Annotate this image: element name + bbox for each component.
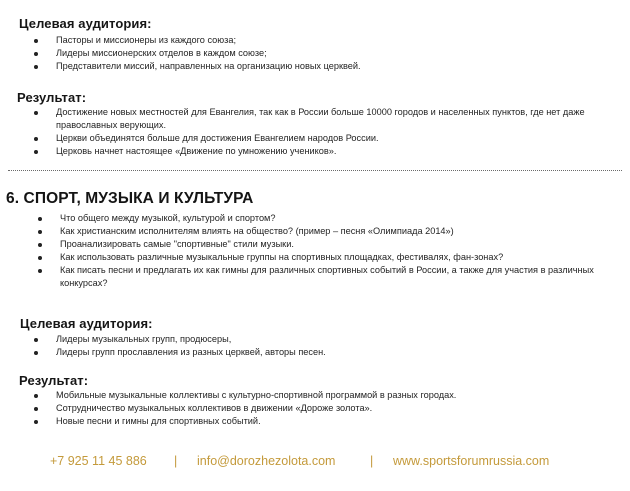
list-item-text: Что общего между музыкой, культурой и спортом? <box>60 213 276 223</box>
audience-list-1 <box>30 34 610 73</box>
bullet-icon <box>38 256 42 260</box>
list-item-text: Как писать песни и предлагать их как гимны для различных спортивных событий в России, а также для участия в различных конкурсах? <box>60 265 594 289</box>
dotted-divider <box>8 170 622 171</box>
phone-number: +7 925 11 45 886 <box>50 454 147 468</box>
result-list-1 <box>30 106 615 158</box>
list-item-text: Как христианским исполнителям влиять на общество? (пример – песня «Олимпиада 2014») <box>60 226 454 237</box>
list-item <box>34 264 614 290</box>
bullet-icon <box>34 420 38 424</box>
bullet-icon <box>34 111 38 115</box>
footer-separator: | <box>174 454 178 468</box>
list-item-text: Церкви объединятся больше для достижения Евангелием народов России. <box>56 133 379 144</box>
result-heading-2: Результат: <box>19 373 89 388</box>
result-list-2 <box>30 389 610 428</box>
list-item <box>30 389 610 402</box>
list-item <box>34 251 614 264</box>
audience-heading-1: Целевая аудитория: <box>19 16 152 31</box>
list-item-text: Лидеры миссионерских отделов в каждом союзе; <box>56 48 267 59</box>
list-item-text: Достижение новых местностей для Евангелия, так как в России больше 10000 городов и населенных пунктов, где нет даже православных верующих. <box>56 107 585 131</box>
list-item-text: Мобильные музыкальные коллективы с культурно-спортивной программой в разных городах. <box>56 390 457 400</box>
email-link[interactable]: info@dorozhezolota.com <box>197 454 336 468</box>
bullet-icon <box>34 65 38 69</box>
list-item-text: Лидеры музыкальных групп, продюсеры, <box>56 334 232 344</box>
list-item <box>34 225 614 238</box>
list-item <box>30 333 610 346</box>
bullet-icon <box>38 230 42 234</box>
footer-contacts <box>0 452 630 472</box>
list-item-text: Сотрудничество музыкальных коллективов в движении «Дороже золота». <box>56 403 373 414</box>
list-item-text: Церковь начнет настоящее «Движение по умножению учеников». <box>56 146 337 157</box>
list-item <box>30 132 615 145</box>
bullet-icon <box>38 269 42 273</box>
list-item <box>30 145 615 158</box>
section-topics-list <box>34 212 614 291</box>
list-item-text: Как использовать различные музыкальные группы на спортивных площадках, фестивалях, фан-зонах? <box>60 252 504 263</box>
list-item <box>30 402 610 415</box>
list-item-text: Лидеры групп прославления из разных церквей, авторы песен. <box>56 347 326 358</box>
audience-list-2 <box>30 333 610 359</box>
list-item <box>30 415 610 428</box>
bullet-icon <box>34 407 38 411</box>
bullet-icon <box>34 150 38 154</box>
section-title: 6. СПОРТ, МУЗЫКА И КУЛЬТУРА <box>6 190 254 207</box>
bullet-icon <box>34 52 38 56</box>
bullet-icon <box>34 351 38 355</box>
bullet-icon <box>34 39 38 43</box>
audience-heading-2: Целевая аудитория: <box>20 316 153 331</box>
list-item <box>30 34 610 47</box>
list-item <box>30 346 610 359</box>
list-item <box>34 212 614 225</box>
list-item <box>30 60 610 73</box>
list-item <box>30 106 615 132</box>
list-item <box>30 47 610 60</box>
bullet-icon <box>34 394 38 398</box>
list-item-text: Представители миссий, направленных на организацию новых церквей. <box>56 61 361 72</box>
bullet-icon <box>34 137 38 141</box>
bullet-icon <box>38 243 42 247</box>
footer-separator: | <box>370 454 374 468</box>
list-item-text: Новые песни и гимны для спортивных событий. <box>56 416 261 427</box>
bullet-icon <box>38 217 42 221</box>
list-item <box>34 238 614 251</box>
result-heading-1: Результат: <box>17 90 87 105</box>
bullet-icon <box>34 338 38 342</box>
website-link[interactable]: www.sportsforumrussia.com <box>393 454 550 468</box>
list-item-text: Пасторы и миссионеры из каждого союза; <box>56 35 237 45</box>
list-item-text: Проанализировать самые "спортивные" стили музыки. <box>60 239 294 250</box>
